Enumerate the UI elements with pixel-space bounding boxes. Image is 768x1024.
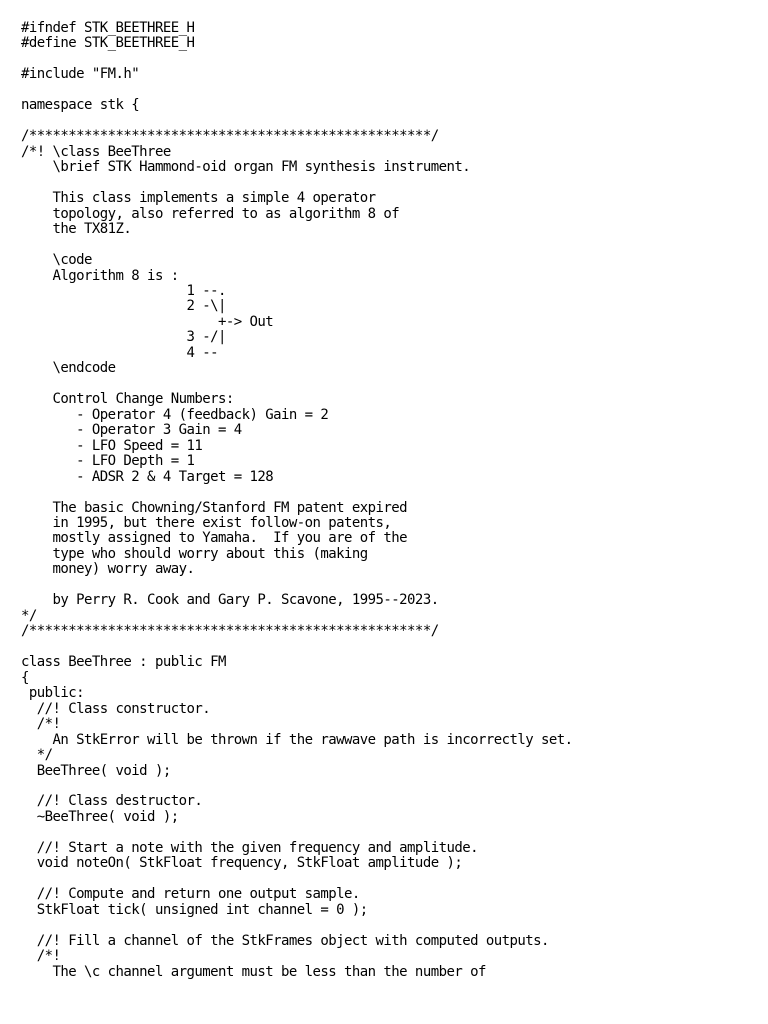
code-line xyxy=(21,114,573,129)
code-line xyxy=(21,83,573,98)
code-line: #define STK_BEETHREE_H xyxy=(21,35,195,52)
code-line: by Perry R. Cook and Gary P. Scavone, 1995--2023. xyxy=(21,592,439,609)
code-line xyxy=(21,578,573,593)
code-line xyxy=(21,52,573,67)
code-line: \endcode xyxy=(21,360,116,377)
code-line: #ifndef STK_BEETHREE_H xyxy=(21,20,195,36)
code-line: +-> Out xyxy=(21,313,274,330)
code-line: //! Class constructor. xyxy=(21,700,211,717)
code-line xyxy=(21,485,573,500)
code-line: { xyxy=(21,669,29,686)
code-line xyxy=(21,176,573,191)
code-line: //! Compute and return one output sample. xyxy=(21,886,360,903)
code-line: topology, also referred to as algorithm 8 of xyxy=(21,205,400,222)
code-line: - ADSR 2 & 4 Target = 128 xyxy=(21,468,274,485)
code-line: This class implements a simple 4 operator xyxy=(21,190,376,207)
code-line: mostly assigned to Yamaha. If you are of the xyxy=(21,530,408,547)
code-line: */ xyxy=(21,607,37,624)
code-line xyxy=(21,779,573,794)
code-line xyxy=(21,918,573,933)
code-line: void noteOn( StkFloat frequency, StkFloat amplitude ); xyxy=(21,855,463,872)
code-line: /*! xyxy=(21,948,61,965)
source-code-view xyxy=(21,21,573,980)
code-line xyxy=(21,640,573,655)
code-line: class BeeThree : public FM xyxy=(21,654,226,671)
code-line: */ xyxy=(21,747,53,764)
code-line: - LFO Depth = 1 xyxy=(21,453,195,470)
code-line: Algorithm 8 is : xyxy=(21,267,179,284)
code-line: in 1995, but there exist follow-on patents, xyxy=(21,515,392,531)
code-line: 4 -- xyxy=(21,344,218,361)
code-line: money) worry away. xyxy=(21,561,195,578)
code-line: \brief STK Hammond-oid organ FM synthesis instrument. xyxy=(21,159,471,176)
code-line: the TX81Z. xyxy=(21,221,132,238)
code-line: The basic Chowning/Stanford FM patent expired xyxy=(21,499,408,516)
code-line: /*! \class BeeThree xyxy=(21,143,171,160)
code-line: //! Start a note with the given frequency and amplitude. xyxy=(21,839,478,856)
code-line: - LFO Speed = 11 xyxy=(21,437,203,454)
code-line: 2 -\| xyxy=(21,298,226,315)
code-line: StkFloat tick( unsigned int channel = 0 ); xyxy=(21,901,368,918)
code-line xyxy=(21,872,573,887)
code-line: BeeThree( void ); xyxy=(21,762,171,779)
code-line: //! Fill a channel of the StkFrames object with computed outputs. xyxy=(21,932,549,949)
code-line: type who should worry about this (making xyxy=(21,545,368,562)
code-line: Control Change Numbers: xyxy=(21,391,234,408)
code-line xyxy=(21,377,573,392)
code-line xyxy=(21,825,573,840)
code-line: \code xyxy=(21,252,92,269)
code-line: /***************************************************/ xyxy=(21,128,439,145)
code-line xyxy=(21,238,573,253)
code-line: 1 --. xyxy=(21,282,226,299)
code-line: namespace stk { xyxy=(21,97,140,114)
code-line: - Operator 4 (feedback) Gain = 2 xyxy=(21,406,329,423)
code-line: 3 -/| xyxy=(21,329,226,346)
code-line: /***************************************************/ xyxy=(21,623,439,640)
code-line: - Operator 3 Gain = 4 xyxy=(21,422,242,439)
code-line: public: xyxy=(21,685,85,702)
code-line: #include "FM.h" xyxy=(21,66,140,83)
code-line: ~BeeThree( void ); xyxy=(21,808,179,825)
code-line: //! Class destructor. xyxy=(21,793,203,810)
code-line: The \c channel argument must be less than the number of xyxy=(21,963,486,980)
code-line: /*! xyxy=(21,716,61,733)
code-line: An StkError will be thrown if the rawwave path is incorrectly set. xyxy=(21,731,573,748)
